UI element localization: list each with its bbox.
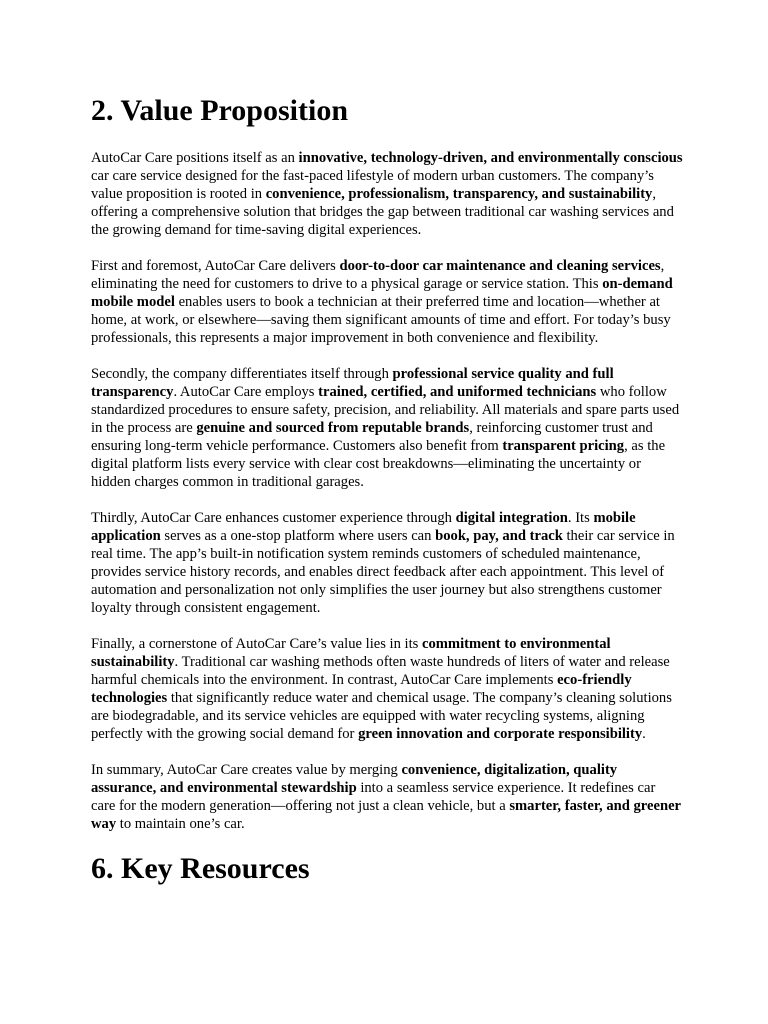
bold-phrase: on-demand mobile model <box>91 276 673 310</box>
bold-phrase: trained, certified, and uniformed technicians <box>318 384 597 400</box>
bold-phrase: eco-friendly technologies <box>91 672 632 706</box>
paragraph-sustainability <box>91 635 683 743</box>
text-run: AutoCar Care positions itself as an <box>91 150 299 166</box>
text-run: who follow standardized procedures to ensure safety, precision, and reliability. All materials and spare parts used in the process are <box>91 384 680 436</box>
text-run: . <box>642 726 646 742</box>
paragraph-intro <box>91 149 683 239</box>
text-run: . Traditional car washing methods often waste hundreds of liters of water and release harmful chemicals into the environment. In contrast, AutoCar Care implements <box>91 654 670 688</box>
text-run: Thirdly, AutoCar Care enhances customer experience through <box>91 510 456 526</box>
paragraph-summary <box>91 761 683 833</box>
bold-phrase: smarter, faster, and greener way <box>91 798 681 832</box>
text-run: to maintain one’s car. <box>116 816 245 832</box>
bold-phrase: innovative, technology-driven, and environmentally conscious <box>298 150 683 166</box>
paragraph-door-to-door <box>91 257 683 347</box>
bold-phrase: genuine and sourced from reputable brands <box>196 420 470 436</box>
bold-phrase: professional service quality and full transparency <box>91 366 614 400</box>
text-run: First and foremost, AutoCar Care delivers <box>91 258 340 274</box>
text-run: . Its <box>567 510 594 526</box>
bold-phrase: digital integration <box>455 510 568 526</box>
bold-phrase: convenience, professionalism, transparency, and sustainability <box>265 186 653 202</box>
text-run: , offering a comprehensive solution that bridges the gap between traditional car washing services and the growing demand for time-saving digital experiences. <box>91 186 674 238</box>
text-run: . AutoCar Care employs <box>173 384 319 400</box>
bold-phrase: door-to-door car maintenance and cleaning services <box>339 258 661 274</box>
paragraph-quality-transparency <box>91 365 683 491</box>
text-run: their car service in real time. The app’s built-in notification system reminds customers of scheduled maintenance, provides service history records, and enables direct feedback after each appointment. This level of automation and personalization not only simplifies the user journey but also strengthens customer loyalty through consistent engagement. <box>91 528 675 616</box>
text-run: into a seamless service experience. It redefines car care for the modern generation—offering not just a clean vehicle, but a <box>91 780 656 814</box>
bold-phrase: mobile application <box>91 510 636 544</box>
text-run: car care service designed for the fast-paced lifestyle of modern urban customers. The company’s value proposition is rooted in <box>91 168 654 202</box>
bold-phrase: convenience, digitalization, quality assurance, and environmental stewardship <box>91 762 618 796</box>
text-run: , eliminating the need for customers to drive to a physical garage or service station. This <box>91 258 665 292</box>
text-run: In summary, AutoCar Care creates value by merging <box>91 762 402 778</box>
text-run: , reinforcing customer trust and ensuring long-term vehicle performance. Customers also benefit from <box>91 420 653 454</box>
text-run: enables users to book a technician at their preferred time and location—whether at home, at work, or elsewhere—saving them significant amounts of time and effort. For today’s busy professionals, this represents a major improvement in both convenience and flexibility. <box>91 294 671 346</box>
bold-phrase: green innovation and corporate responsibility <box>358 726 643 742</box>
text-run: Finally, a cornerstone of AutoCar Care’s value lies in its <box>91 636 422 652</box>
bold-phrase: book, pay, and track <box>435 528 563 544</box>
value-proposition-body <box>91 149 683 833</box>
text-run: Secondly, the company differentiates itself through <box>91 366 393 382</box>
text-run: serves as a one-stop platform where users can <box>160 528 436 544</box>
section-heading-value-proposition: 2. Value Proposition <box>91 94 349 127</box>
paragraph-digital-integration <box>91 509 683 617</box>
bold-phrase: commitment to environmental sustainability <box>91 636 611 670</box>
text-run: , as the digital platform lists every service with clear cost breakdowns—eliminating the uncertainty or hidden charges common in traditional garages. <box>91 438 666 490</box>
text-run: that significantly reduce water and chemical usage. The company’s cleaning solutions are biodegradable, and its service vehicles are equipped with water recycling systems, aligning perfectly with the growing social demand for <box>91 690 672 742</box>
bold-phrase: transparent pricing <box>502 438 625 454</box>
section-heading-key-resources: 6. Key Resources <box>91 852 310 885</box>
